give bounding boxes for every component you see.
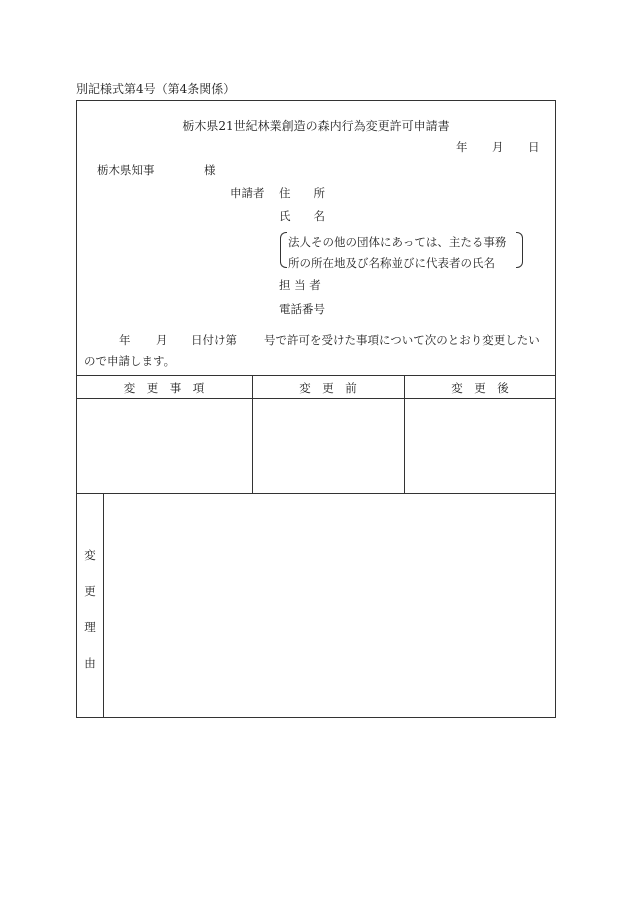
reason-char-2: 更 [84,584,96,598]
contact-person-label: 担 当 者 [279,278,321,292]
addressee-honorific: 様 [204,163,216,177]
header-after-change: 変 更 後 [451,381,509,395]
table-top-line [76,375,556,376]
corporate-note-line1: 法人その他の団体にあっては、主たる事務 [288,235,507,249]
reason-char-3: 理 [84,620,96,634]
form-title: 栃木県21世紀林業創造の森内行為変更許可申請書 [182,119,450,133]
body-text: 号で許可を受けた事項について次のとおり変更したい [264,333,540,347]
header-change-item: 変 更 事 項 [123,381,205,395]
reason-char-1: 変 [84,548,96,562]
bracket-right [516,232,523,268]
bracket-left [280,232,287,268]
date-day-label: 日 [528,140,540,154]
form-number-label: 別記様式第4号（第4条関係） [76,82,236,96]
after-change-cell[interactable] [405,399,555,492]
change-item-cell[interactable] [77,399,251,492]
body-day-number: 日付け第 [191,333,237,347]
applicant-label: 申請者 [230,186,265,200]
change-reason-cell[interactable] [104,494,555,717]
date-year-label: 年 [456,140,468,154]
phone-number-label: 電話番号 [279,302,325,316]
header-before-change: 変 更 前 [299,381,357,395]
reason-char-4: 由 [84,656,96,670]
corporate-note-line2: 所の所在地及び名称並びに代表者の氏名 [288,256,495,270]
body-year: 年 [119,333,131,347]
before-change-cell[interactable] [253,399,403,492]
date-month-label: 月 [492,140,504,154]
name-label: 氏 名 [279,209,325,223]
body-month: 月 [156,333,168,347]
body-text-line2: ので申請します。 [84,354,176,368]
address-label: 住 所 [279,186,325,200]
addressee-name: 栃木県知事 [97,163,155,177]
